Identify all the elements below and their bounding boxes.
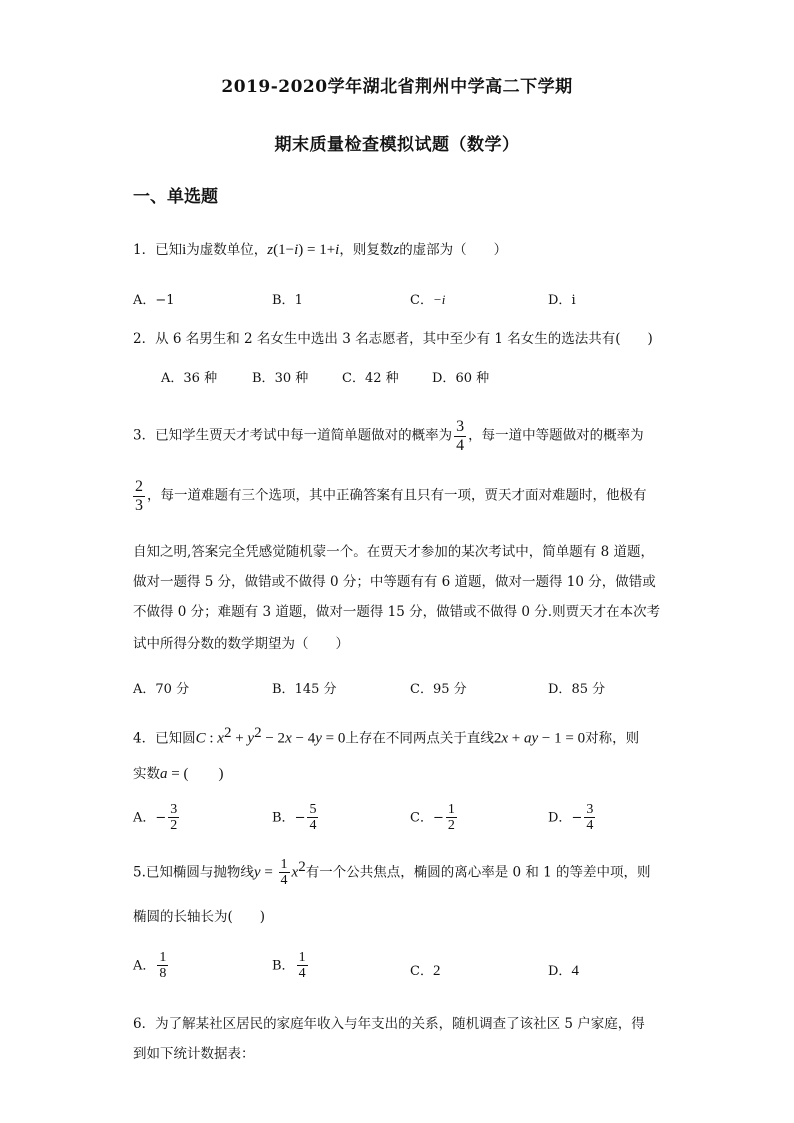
title-line-1: 2019-2020学年湖北省荆州中学高二下学期: [221, 77, 573, 97]
question-5-option-b: B． $\frac{1}{4}$: [272, 950, 306, 982]
question-1-stem: 1．已知i为虚数单位，z(1−i) = 1+i，则复数z的虚部为（ ）: [133, 242, 508, 258]
question-5-option-c: C．2: [410, 963, 441, 979]
question-3-line-5: 不做得 0 分；难题有 3 道题，做对一题得 15 分，做错或不做得 0 分.则贾天才在本次考: [133, 604, 661, 620]
question-6-line-1: 6．为了解某社区居民的家庭年收入与年支出的关系，随机调查了该社区 5 户家庭，得: [133, 1016, 645, 1032]
question-4-option-d: D．− $\frac{3}{4}$: [548, 802, 594, 834]
question-3-line-3: 自知之明,答案完全凭感觉随机蒙一个。在贾天才参加的某次考试中，简单题有 8 道题，: [133, 544, 654, 560]
question-1-option-d: D．i: [548, 293, 576, 308]
question-2-option-a: A．36 种: [161, 371, 218, 386]
question-2-stem: 2．从 6 名男生和 2 名女生中选出 3 名志愿者，其中至少有 1 名女生的选法共有( ): [133, 331, 653, 347]
question-1-option-b: B．1: [272, 293, 303, 308]
title-line-2: 期末质量检查模拟试题（数学）: [274, 135, 520, 155]
question-1-option-c: C．−i: [410, 292, 446, 308]
question-1-option-a: A．−1: [133, 293, 175, 308]
question-3-option-c: C．95 分: [410, 682, 467, 697]
question-2-option-b: B．30 种: [252, 371, 309, 386]
fraction-2-3: $\frac{2}{3}$: [135, 478, 143, 514]
question-3-option-a: A．70 分: [133, 682, 190, 697]
question-4-line-2: 实数a = ( ): [133, 766, 224, 782]
question-6-line-2: 到如下统计数据表：: [133, 1046, 255, 1062]
question-3-line-6: 试中所得分数的数学期望为（ ）: [133, 636, 349, 652]
question-3-line-1: 3．已知学生贾天才考试中每一道简单题做对的概率为 $\frac{3}{4}$ ，每一道中等题做对的概率为: [133, 418, 644, 454]
fraction-1-4: $\frac{1}{4}$: [280, 857, 288, 889]
question-5-option-d: D．4: [548, 963, 579, 979]
question-4-option-a: A．− $\frac{3}{2}$: [133, 802, 178, 834]
question-4-option-b: B．− $\frac{5}{4}$: [272, 802, 317, 834]
question-5-option-a: A． $\frac{1}{8}$: [133, 950, 167, 982]
question-2-option-c: C．42 种: [342, 371, 399, 386]
question-5-line-2: 椭圆的长轴长为( ): [133, 909, 266, 925]
fraction-3-4: $\frac{3}{4}$: [456, 418, 465, 454]
question-2-option-d: D．60 种: [432, 371, 490, 386]
question-3-option-d: D．85 分: [548, 682, 606, 697]
question-3-line-4: 做对一题得 5 分，做错或不做得 0 分；中等题有有 6 道题，做对一题得 10 分，做错或: [133, 574, 656, 590]
question-5-line-1: 5.已知椭圆与抛物线y = $\frac{1}{4}$ $x^2$有一个公共焦点，椭圆的离心率是 0 和 1 的等差中项，则: [133, 857, 651, 889]
section-heading: 一、单选题: [133, 187, 218, 207]
question-3-line-2: $\frac{2}{3}$ ，每一道难题有三个选项，其中正确答案有且只有一项，贾天才面对难题时，他极有: [135, 478, 647, 514]
question-4-line-1: 4．已知圆C : $x^2 + y^2 - 2x - 4y = 0$上存在不同两点关于直线2x + ay − 1 = 0对称，则: [133, 725, 640, 747]
question-3-option-b: B．145 分: [272, 682, 337, 697]
question-4-option-c: C．− $\frac{1}{2}$: [410, 802, 455, 834]
